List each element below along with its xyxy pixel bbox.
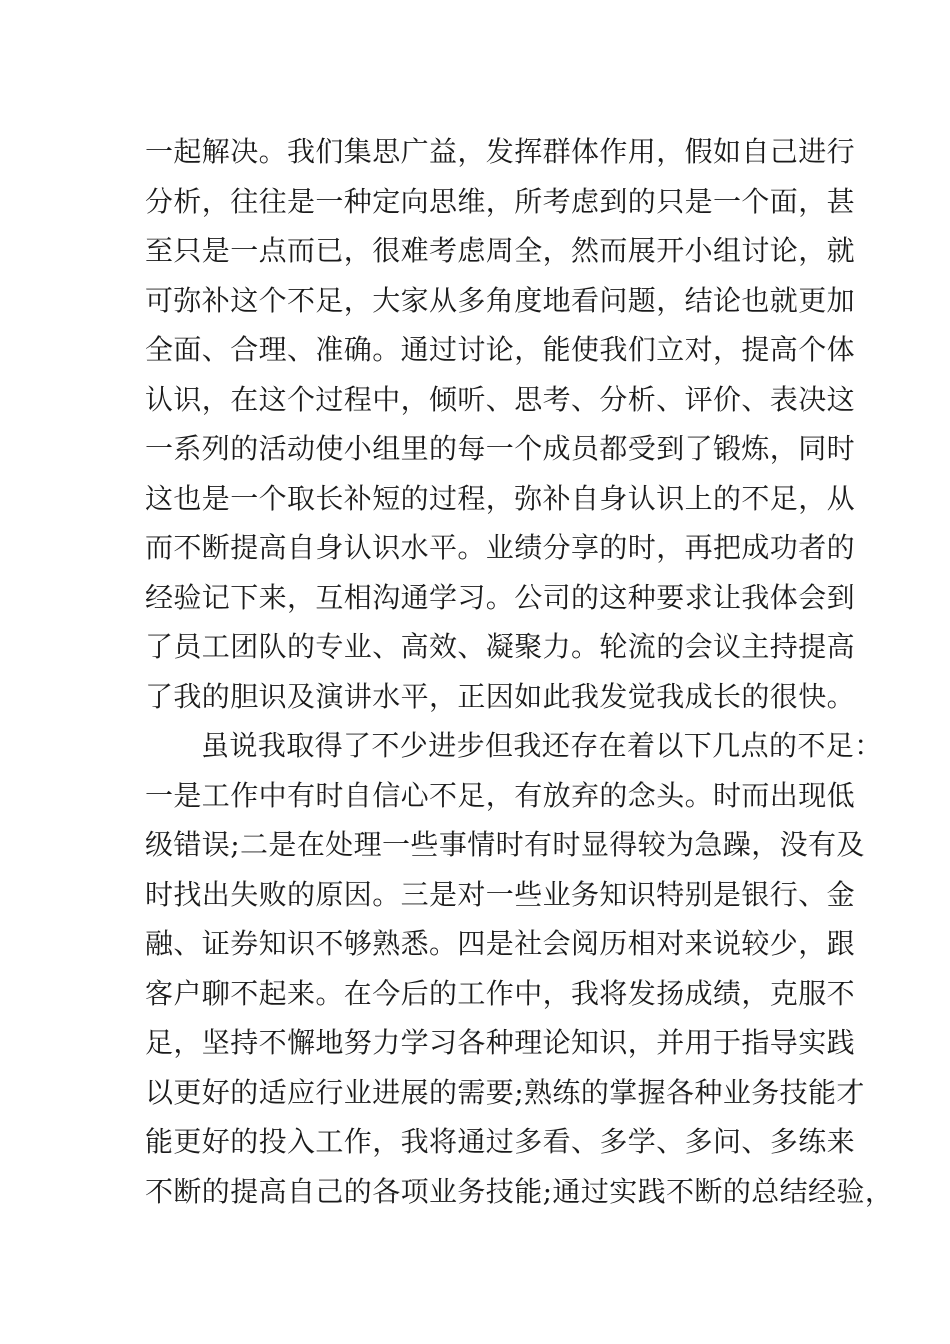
text-line: 分析，往往是一种定向思维，所考虑到的只是一个面，甚 xyxy=(145,184,856,218)
text-line: 了我的胆识及演讲水平，正因如此我发觉我成长的很快。 xyxy=(145,679,856,713)
text-line: 一是工作中有时自信心不足，有放弃的念头。时而出现低 xyxy=(145,778,856,812)
text-line: 这也是一个取长补短的过程，弥补自身认识上的不足，从 xyxy=(145,481,856,515)
text-line: 全面、合理、准确。通过讨论，能使我们立对，提高个体 xyxy=(145,333,856,366)
text-line: 而不断提高自身认识水平。业绩分享的时，再把成功者的 xyxy=(145,531,856,564)
text-line: 级错误;二是在处理一些事情时有时显得较为急躁，没有及 xyxy=(145,828,865,861)
text-line: 可弥补这个不足，大家从多角度地看问题，结论也就更加 xyxy=(145,283,856,317)
text-line: 一系列的活动使小组里的每一个成员都受到了锻炼，同时 xyxy=(145,432,856,465)
text-line: 认识，在这个过程中，倾听、思考、分析、评价、表决这 xyxy=(145,382,856,416)
text-line: 不断的提高自己的各项业务技能;通过实践不断的总结经验， xyxy=(145,1174,894,1208)
text-line: 以更好的适应行业进展的需要;熟练的掌握各种业务技能才 xyxy=(145,1075,865,1109)
text-line: 经验记下来，互相沟通学习。公司的这种要求让我体会到 xyxy=(145,580,856,614)
paragraph-start-line: 虽说我取得了不少进步但我还存在着以下几点的不足： xyxy=(201,729,883,762)
text-line: 一起解决。我们集思广益，发挥群体作用，假如自己进行 xyxy=(145,135,856,168)
text-line: 时找出失败的原因。三是对一些业务知识特别是银行、金 xyxy=(145,877,856,911)
text-line: 足，坚持不懈地努力学习各种理论知识，并用于指导实践 xyxy=(145,1026,856,1059)
text-line: 客户聊不起来。在今后的工作中，我将发扬成绩，克服不 xyxy=(145,976,856,1010)
text-line: 融、证券知识不够熟悉。四是社会阅历相对来说较少，跟 xyxy=(145,927,856,960)
text-line: 至只是一点而已，很难考虑周全，然而展开小组讨论，就 xyxy=(145,234,856,267)
text-line: 了员工团队的专业、高效、凝聚力。轮流的会议主持提高 xyxy=(145,630,856,663)
body-text xyxy=(145,127,894,1216)
text-line: 能更好的投入工作，我将通过多看、多学、多问、多练来 xyxy=(145,1125,856,1158)
